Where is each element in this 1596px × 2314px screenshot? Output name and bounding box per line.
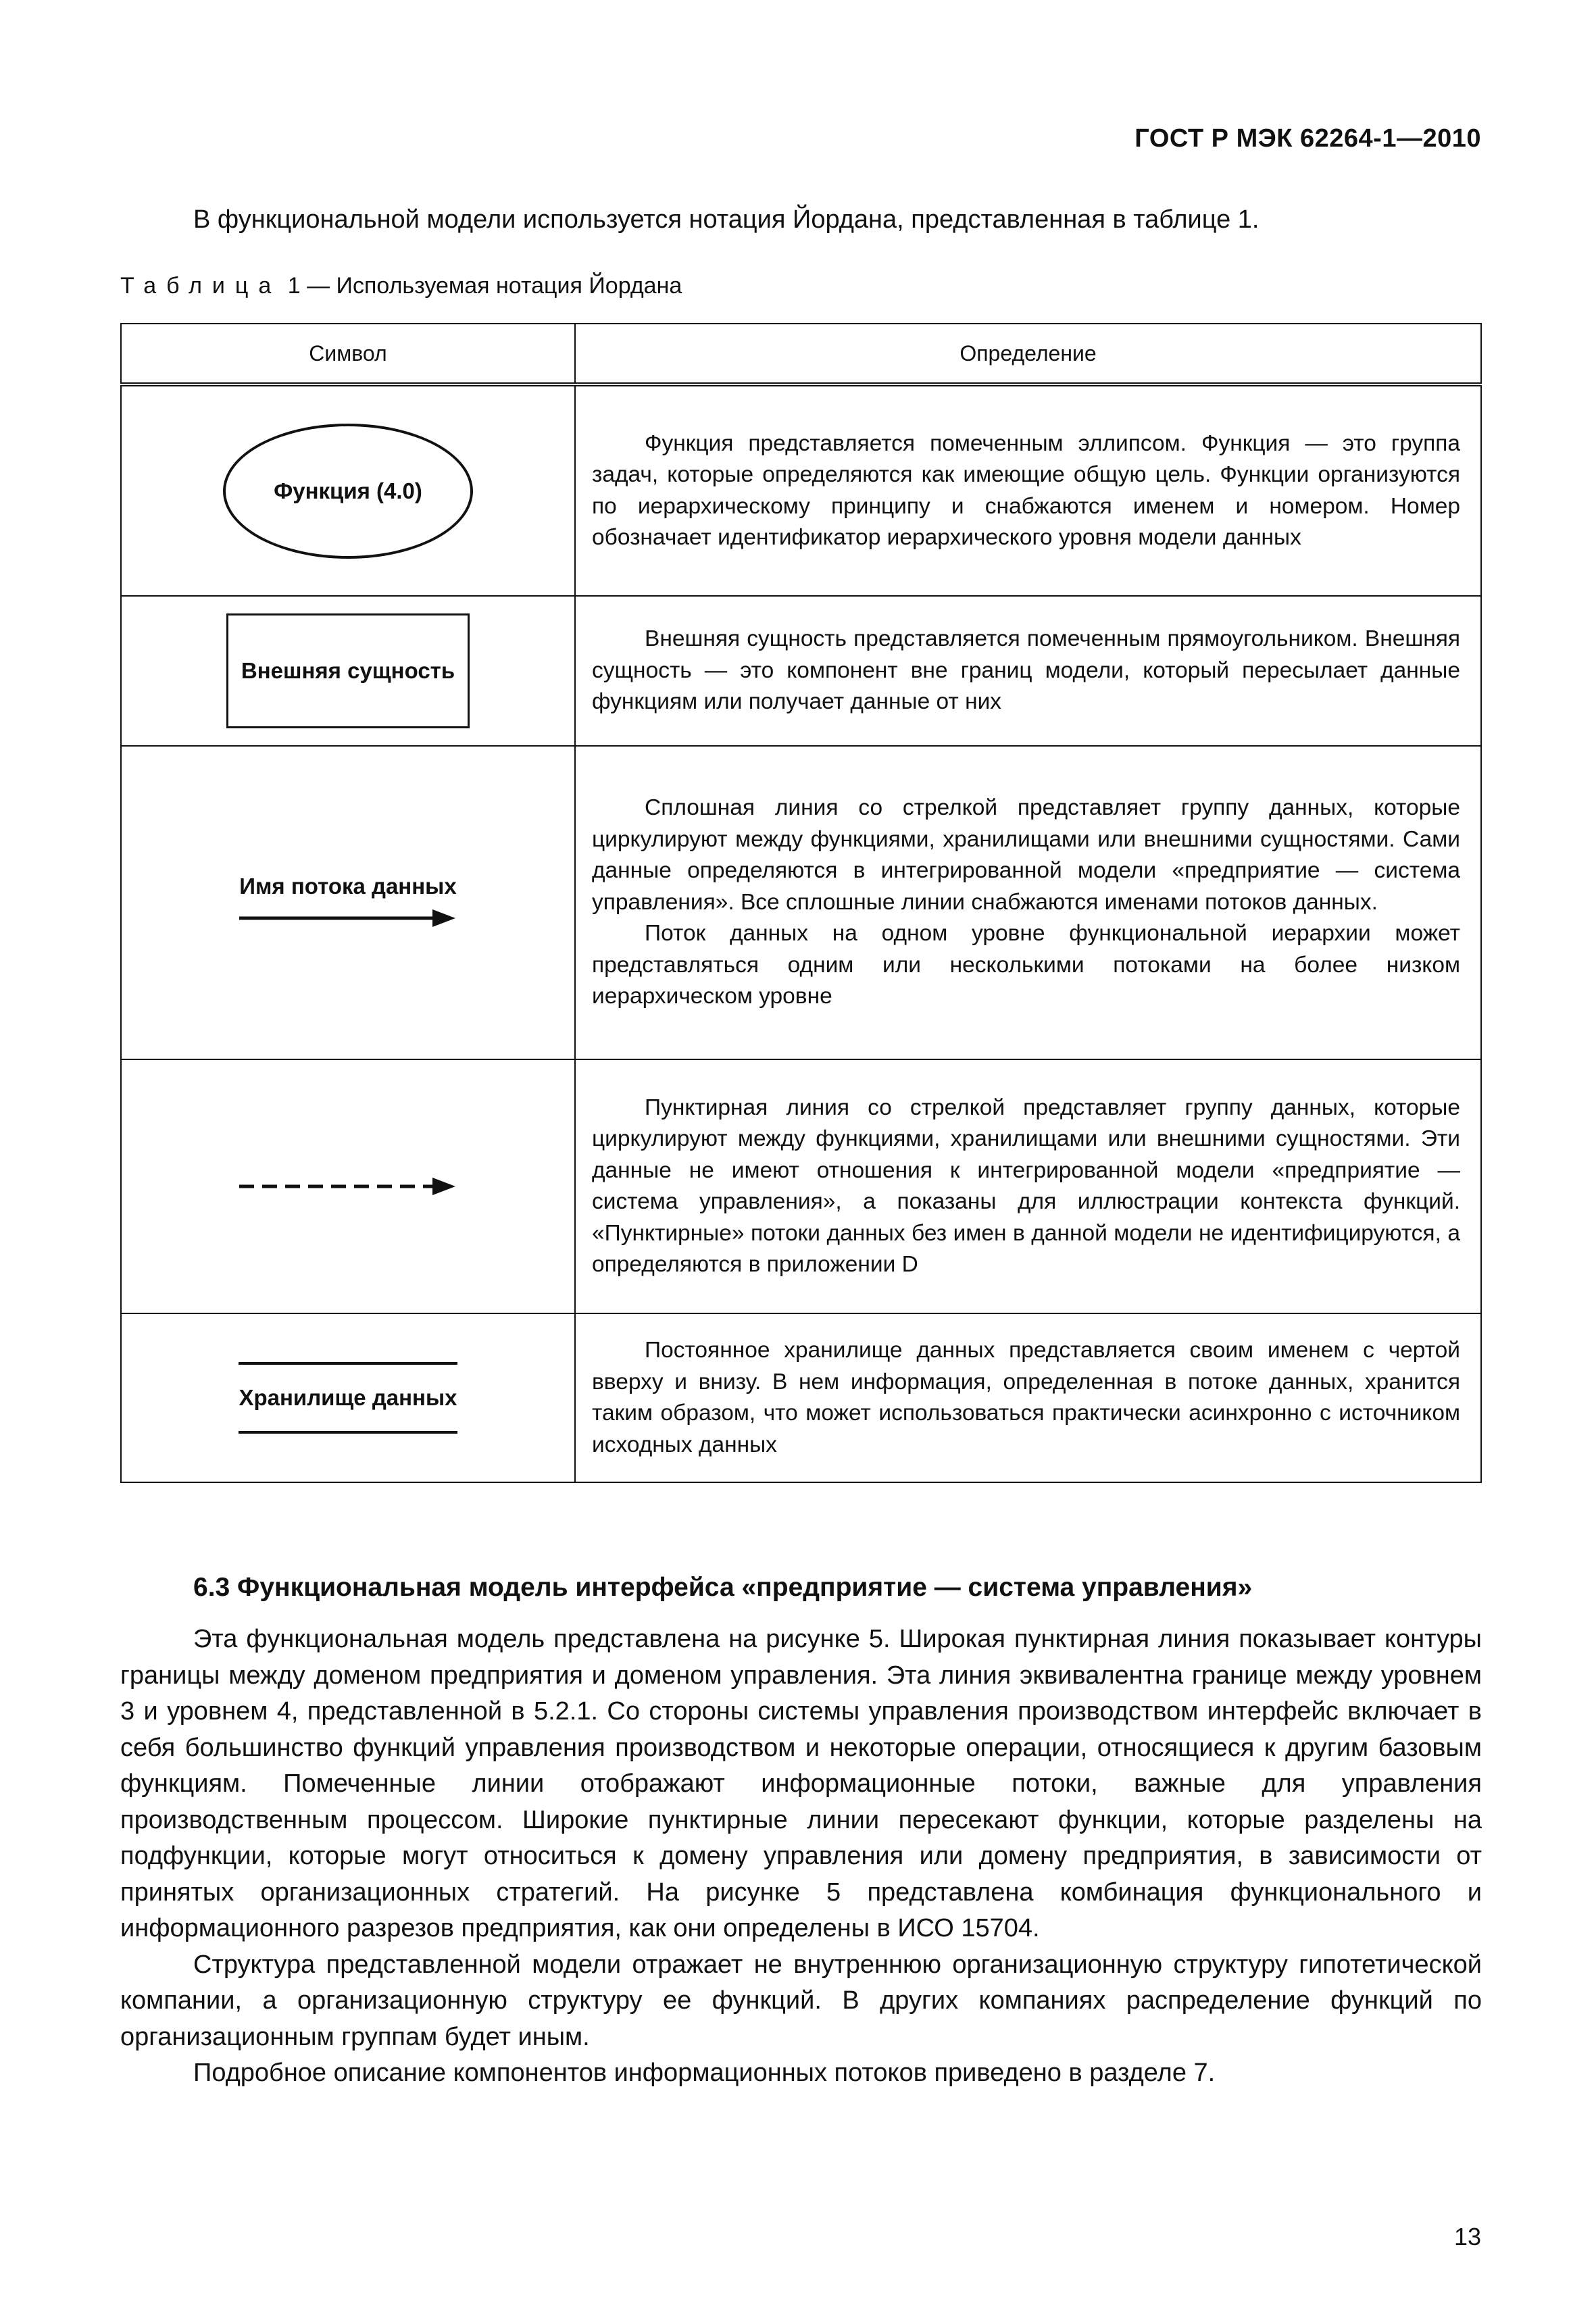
page-number: 13 [1453,2223,1481,2250]
body-paragraph: Структура представленной модели отражает не внутреннюю организационную структуру гипотетической компании, а организационную структуру ее функций. В других компаниях распределение функций по организационным группам будет иным. [120,1950,1482,2051]
table-caption [120,273,682,299]
symbol-cell [121,746,575,1059]
table-row [121,1059,1481,1313]
definition-text: Поток данных на одном уровне функциональной иерархии может представляться одним или несколькими потоками на более низком иерархическом уровне [592,921,1460,1009]
table-row [121,1313,1481,1482]
body-paragraph: Подробное описание компонентов информационных потоков приведено в разделе 7. [193,2059,1216,2087]
notation-table [120,323,1482,1483]
function-ellipse-label: Функция (4.0) [274,478,422,503]
definition-text: Внешняя сущность представляется помеченным прямоугольником. Внешняя сущность — это компонент вне границ модели, который пересылает данные функциям или получает данные от них [592,626,1460,715]
definition-cell [575,384,1481,596]
col-header-symbol: Символ [121,324,575,384]
symbol-cell [121,1313,575,1482]
definition-text: Функция представляется помеченным эллипсом. Функция — это группа задач, которые определяются как имеющие общую цель. Функции организуются по иерархическому принципу и снабжаются именем и номером. Номер обозначает идентификатор иерархического уровня модели данных [592,430,1460,550]
symbol-cell [121,1059,575,1313]
body-paragraph: Эта функциональная модель представлена на рисунке 5. Широкая пунктирная линия показывает контуры границы между доменом предприятия и доменом управления. Эта линия эквивалентна границе между уровнем 3 и уровнем 4, представленной в 5.2.1. Со стороны системы управления производством интерфейс включает в себя большинство функций управления производством и некоторые операции, относящиеся к другим базовым функциям. Помеченные линии отображают информационные потоки, важные для управления производственным процессом. Широкие пунктирные линии пересекают функции, которые разделены на подфункции, которые могут относиться к домену управления или домену предприятия, в зависимости от принятых организационных стратегий. На рисунке 5 представлена комбинация функционального и информационного разрезов предприятия, как они определены в ИСО 15704. [120,1625,1482,1942]
table-row [121,384,1481,596]
data-flow-label: Имя потока данных [239,874,457,899]
table-row [121,746,1481,1059]
col-header-definition: Определение [575,324,1481,384]
data-store-bottom-line [239,1431,457,1434]
external-entity-box [226,613,470,728]
function-ellipse [223,424,473,559]
document-code: ГОСТ Р МЭК 62264-1—2010 [1134,124,1481,153]
external-entity-label: Внешняя сущность [241,658,455,683]
definition-text: Пунктирная линия со стрелкой представляет группу данных, которые циркулируют между функциями, хранилищами или внешними сущностями. Эти данные не имеют отношения к интегрированной модели «предприятие — система управления», а показаны для иллюстрации контекста функций. «Пунктирные» потоки данных без имен в данной модели не идентифицируются, а определяются в приложении D [592,1095,1460,1277]
dashed-arrow-icon [236,1173,459,1200]
table-caption-label: Таблица [120,273,282,299]
definition-cell [575,1059,1481,1313]
definition-cell [575,596,1481,746]
section-body [120,1621,1482,2092]
solid-arrow-icon [236,905,459,932]
intro-paragraph: В функциональной модели используется нотация Йордана, представленная в таблице 1. [193,205,1260,234]
section-title: 6.3 Функциональная модель интерфейса «предприятие — система управления» [193,1573,1253,1602]
definition-cell [575,1313,1481,1482]
definition-text: Сплошная линия со стрелкой представляет группу данных, которые циркулируют между функциями, хранилищами или внешними сущностями. Сами данные определяются в интегрированной модели «предприятие — система управления». Все сплошные линии снабжаются именами потоков данных. [592,795,1460,915]
definition-cell [575,746,1481,1059]
table-caption-text: 1 — Используемая нотация Йордана [281,273,682,299]
table-row [121,596,1481,746]
data-store-top-line [239,1362,457,1365]
symbol-cell [121,596,575,746]
symbol-cell [121,384,575,596]
data-store-label: Хранилище данных [239,1385,457,1410]
table-header-row [121,324,1481,384]
definition-text: Постоянное хранилище данных представляется своим именем с чертой вверху и внизу. В нем информация, определенная в потоке данных, хранится таким образом, что может использоваться практически асинхронно с источником исходных данных [592,1338,1460,1457]
